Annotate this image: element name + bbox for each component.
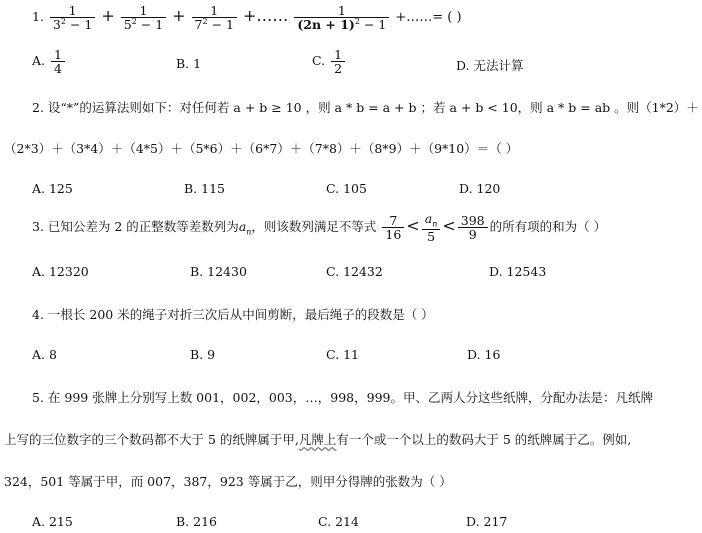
option-b: B. 9 [190,347,216,362]
option-d: D. 217 [466,514,508,529]
question-1 [32,4,462,31]
question-3: 3. 已知公差为 2 的正整数等差数列为$a_n$，则该数列满足不等式 $\frac{7}{16}$ < $\frac{a_n}{5}$ < $\frac{398}{9}$ 的所有项的和为（ ） [32,211,607,244]
option-b: B. 1 [176,56,202,71]
question-4: 4. 一根长 200 米的绳子对折三次后从中间剪断，最后绳子的段数是（ ） [32,307,434,322]
option-d: D. 120 [459,181,501,196]
option-a: A. 12320 [32,264,89,279]
plus-sign: + [172,6,186,26]
question-number: 1. [32,9,44,25]
question-5-line-2: 上写的三位数字的三个数码都不大于 5 的纸牌属于甲,凡牌上有一个或一个以上的数码大于 5 的纸牌属于乙。例如, [4,432,632,447]
ellipsis-plus: +…… [242,6,289,26]
option-b: B. 12430 [190,264,247,279]
fraction-term-2: $\frac{1}{5^2 - 1}$ [121,4,166,31]
underlined-text: 凡牌上 [298,432,337,447]
question-5-line-3: 324，501 等属于甲，而 007，387，923 等属于乙，则甲分得牌的张数为（ ） [4,474,452,489]
option-a-fraction: $\frac{1}{4}$ [51,48,65,75]
option-d: D. 12543 [489,264,547,279]
fraction-lower-bound: $\frac{7}{16}$ [382,214,404,241]
option-d: D. 无法计算 [456,58,524,73]
fraction-an-over-5: $\frac{a_n}{5}$ [422,212,441,243]
option-b: B. 216 [176,514,217,529]
option-c: C. 11 [326,347,359,362]
question-2-line-2: （2*3）＋（3*4）＋（4*5）＋（5*6）＋（6*7）＋（7*8）＋（8*9）＋（9*10）＝（ ） [4,141,519,156]
option-b: B. 115 [184,181,225,196]
option-c: C. 12432 [326,264,383,279]
question-2-line-1: 2. 设“*”的运算法则如下：对任何若 a + b ≥ 10 ，则 a * b = a + b ；若 a + b < 10，则 a * b = ab 。则（1*2）＋ [32,100,699,115]
series-tail: +……= ( ) [395,10,462,26]
option-a: A. 8 [32,347,57,362]
option-c: C. 105 [326,181,367,196]
fraction-term-3: $\frac{1}{7^2 - 1}$ [192,4,237,31]
question-5-line-1: 5. 在 999 张牌上分别写上数 001，002，003，…，998，999。甲、乙两人分这些纸牌，分配办法是：凡纸牌 [32,390,653,405]
plus-sign: + [101,6,115,26]
fraction-term-1: $\frac{1}{3^2 - 1}$ [50,4,95,31]
option-c: C. 214 [318,514,359,529]
option-d: D. 16 [467,347,501,362]
option-a: A. $\frac{1}{4}$ [32,48,67,75]
option-c: C. $\frac{1}{2}$ [312,48,347,75]
option-a: A. 125 [32,181,73,196]
fraction-general-term: $\frac{1}{(2n + 1)^2 - 1}$ [294,4,389,31]
sequence-symbol: $a_n$ [238,219,252,237]
option-a: A. 215 [32,514,73,529]
option-c-fraction: $\frac{1}{2}$ [331,48,345,75]
fraction-upper-bound: $\frac{398}{9}$ [458,214,488,241]
